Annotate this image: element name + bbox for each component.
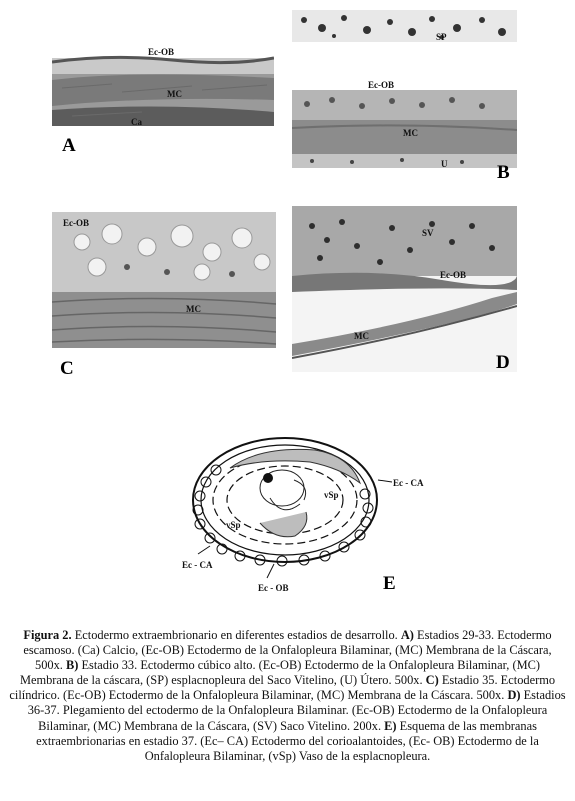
panel-letter-e: E xyxy=(383,573,396,594)
label-ec-ob: Ec-OB xyxy=(440,270,466,280)
caption-key-e: E) xyxy=(384,718,397,733)
label-ec-ob: Ec-OB xyxy=(63,218,89,228)
label-vsp-right: vSp xyxy=(324,490,339,500)
label-mc: MC xyxy=(403,128,418,138)
caption-key-b: B) xyxy=(65,658,79,673)
caption-text-e: Esquema de las membranas extraembrionarias en estadio 37. (Ec– CA) Ectodermo del corioalantoides, (Ec- OB) Ectodermo de la Onfalopleura Bilaminar, (vSp) Vaso de la esplacnopleura. xyxy=(36,718,539,763)
schematic-e xyxy=(170,428,440,598)
label-mc: MC xyxy=(354,331,369,341)
caption-text-a: Estadios 29-33. Ectodermo escamoso. (Ca) Calcio, (Ec-OB) Ectodermo de la Onfalopleura Bilaminar, (MC) Membrana de la Cáscara, 500x. xyxy=(23,628,552,673)
micrograph-a xyxy=(52,40,274,134)
label-vsp-left: vSp xyxy=(226,520,241,530)
panel-letter-a: A xyxy=(62,135,76,156)
label-mc: MC xyxy=(167,89,182,99)
label-ec-ca-left: Ec - CA xyxy=(182,560,213,570)
caption-key-c: C) xyxy=(425,673,439,688)
caption-key-a: A) xyxy=(400,628,414,642)
panel-letter-c: C xyxy=(60,358,74,379)
caption-text-b: Estadio 33. Ectodermo cúbico alto. (Ec-OB) Ectodermo de la Onfalopleura Bilaminar, (MC) Membrana de la cáscara, (SP) esplacnopleura del Saco Vitelino, (U) Útero. 500x. xyxy=(19,658,540,688)
micrograph-b-main xyxy=(292,70,517,172)
label-ec-ca-right: Ec - CA xyxy=(393,478,424,488)
caption-text-c: Estadio 35. Ectodermo cilíndrico. (Ec-OB) Ectodermo de la Onfalopleura Bilaminar, (MC) Membrana de la Cáscara. 500x. xyxy=(9,673,556,703)
label-ca: Ca xyxy=(131,117,142,127)
caption-intro: Ectodermo extraembrionario en diferentes estadios de desarrollo. xyxy=(71,628,401,642)
label-mc: MC xyxy=(186,304,201,314)
caption-text-d: Estadios 36-37. Plegamiento del ectodermo de la Onfalopleura Bilaminar. (Ec-OB) Ectodermo de la Onfalopleura Bilaminar, (MC) Membrana de la Cáscara, (SV) Saco Vitelino. 200x. xyxy=(27,688,566,733)
label-u: U xyxy=(441,159,448,169)
label-sv: SV xyxy=(422,228,434,238)
micrograph-c xyxy=(52,212,276,348)
label-ec-ob: Ec-OB xyxy=(368,80,394,90)
label-sp: SP xyxy=(436,32,447,42)
caption-key-d: D) xyxy=(507,688,521,703)
panel-letter-b: B xyxy=(497,162,510,183)
label-ec-ob: Ec - OB xyxy=(258,583,289,593)
micrograph-d xyxy=(292,206,517,372)
panel-letter-d: D xyxy=(496,352,510,373)
figure-caption xyxy=(8,628,567,764)
caption-figure-label: Figura 2. xyxy=(23,628,72,642)
micrograph-b xyxy=(292,10,517,42)
label-ec-ob: Ec-OB xyxy=(148,47,174,57)
